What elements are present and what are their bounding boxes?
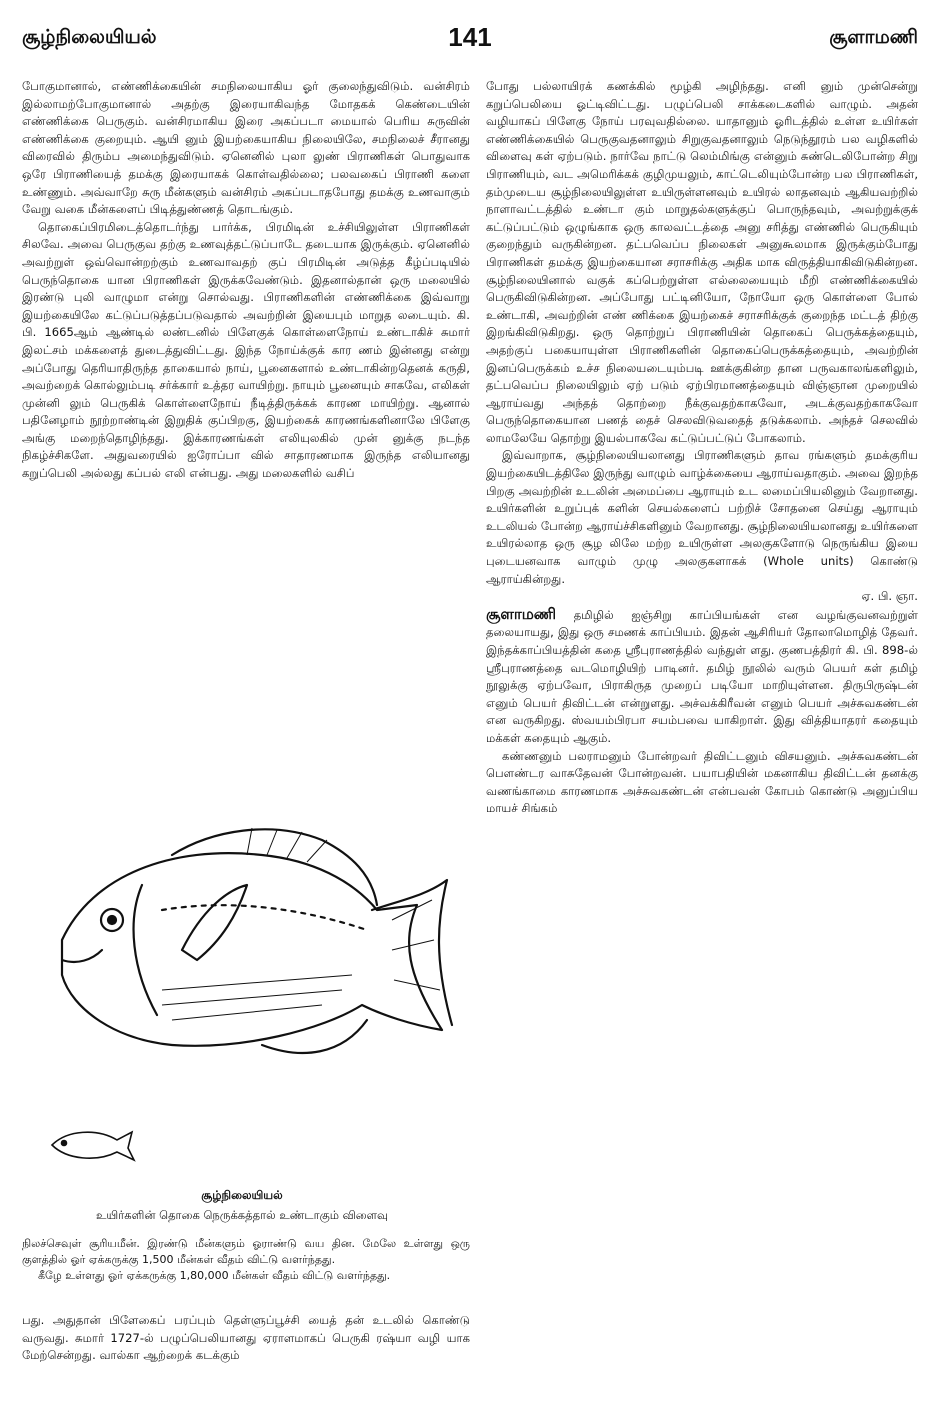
mouth-line xyxy=(62,950,102,962)
paragraph: இவ்வாறாக, சூழ்நிலையியலானது பிராணிகளும் தாவ ரங்களும் தமக்குரிய இயற்கையிடத்திலே இருந்து வாழும் வாழ்க்கையை ஆராய்வதாகும். அவை இறந்த பிறகு அவற்றின் உடலின் அமைப்பை ஆராயும் உட லமைப்பியலினும் வேறானது. உயிர்களின் உறுப்புக் களின் செயல்களைப் பற்றிச் சோதனை செய்து ஆராயும் உடலியல் போன்ற ஆராய்ச்சிகளினும் வேறானது. சூழ்நிலையியலானது உயிர்களை உயிரல்லாத ஒரு சூழ லிலே மற்ற உயிருள்ள அலகுகளோடு நெருங்கிய இயை புடையனவாக வாழும் முழு அலகுகளாகக் (Whole units) கொண்டு ஆராய்கின்றது. xyxy=(486,448,918,586)
dorsal-fin xyxy=(172,829,377,905)
author-initials: ஏ. பி. ஞா. xyxy=(861,589,918,604)
lateral-line xyxy=(162,905,367,930)
paragraph: பது. அதுதான் பிளேகைப் பரப்பும் தெள்ளுப்பூச்சி யைத் தன் உடலில் கொண்டு வருவது. சுமார் 1727-ல் பழுப்பெலியானது ஏராளமாகப் பெருகி ரஷ்யா வழி யாக மேற்சென்றது. வால்கா ஆற்றைக் கடக்கும் xyxy=(22,1313,470,1363)
pectoral-fin xyxy=(182,885,247,960)
page-header xyxy=(22,22,918,56)
paragraph: போகுமானால், எண்ணிக்கையின் சமநிலையாகிய ஓர் குலைந்துவிடும். வன்சிரம் இல்லாமற்போகுமானால் அதற்கு இரையாகிவந்த மோதகக் கெண்டையின் எண்ணிக்கை பெருகும். வன்சிரமாகிய இரை அகப்படா மையால் பெரிய சுருவின் எண்ணிக்கை குறையும். ஆயி னும் இயற்கையாகிய நிலையிலே, சமநிலைச் சீரானது விரைவில் திரும்ப அமைந்துவிடும். ஏனெனில் புலா லுண் பிராணிகள் பொதுவாக ஒரே பிராணியைத் தமக்கு இரையாகக் கொள்வதில்லை; பலவகைப் பிராணி களை உண்ணும். அவ்வாறே சுரு மீன்களும் வன்சிரம் அகப்படாதபோது தமக்கு உணவாகும் வேறு வகை மீன்களைப் பிடித்துண்ணத் தொடங்கும். xyxy=(22,79,470,217)
figure-title: சூழ்நிலையியல் xyxy=(201,1188,283,1202)
paragraph: தொகைப்பிரமிடைத்தொடர்ந்து பார்க்க, பிரமிடின் உச்சியிலுள்ள பிராணிகள் சிலவே. அவை பெருகுவ தற்கு உணவுத்தட்டுப்பாடே தடையாக இருக்கும். ஏனெனில் அவற்றுள் ஒவ்வொன்றற்கும் உணவாவதற் குப் பிரமிடின் அடுத்த கீழ்ப்படியில் பெருந்தொகை யான பிராணிகள் இருக்கவேண்டும். இதனால்தான் ஒரு மலையில் இரண்டு புலி வாழுமா என்று சொல்வது. பிராணிகளின் எண்ணிக்கை இவ்வாறு இயற்கையிலே கட்டுப்படுத்தப்படுவதால் அவற்றின் இயைபும் மாறுத லடையும். கி. பி. 1665ஆம் ஆண்டில் லண்டனில் பிளேகுக் கொள்ளைநோய் உண்டாகிச் சுமார் இலட்சம் மக்களைத் துடைத்துவிட்டது. இந்த நோய்க்குக் கார ணம் இன்னது என்று அப்போது தெரியாதிருந்த தாகையால் நாய், பூனைகளால் உண்டாகின்றதெனக் கருதி, அவற்றைக் கொல்லும்படி சர்க்கார் உத்தர வாயிற்று. நாயும் பூனையும் சாகவே, எலிகள் முன்னி லும் பெருகிக் கொள்ளைநோய் நீடித்திருக்கக் காரண மாயிற்று. ஆனால் பதினேழாம் நூற்றாண்டின் இறுதிக் குப்பிறகு, இயற்கைக் காரணங்களினாலே பிளேகு அங்கு மறைந்தொழிந்தது. இக்காரணங்கள் எலியுலகில் முன் னுக்கு நடந்த நிகழ்ச்சிகளே. அதுவரையில் ஐரோப்பா வில் சாதாரணமாக இருந்த எலியானது கறுப்பெலி அல்லது கப்பல் எலி என்பது. அது மலைகளில் வசிப் xyxy=(22,219,470,481)
tail-fin xyxy=(372,880,452,1025)
right-column xyxy=(486,78,918,818)
left-column xyxy=(22,78,470,483)
left-column-continued xyxy=(22,1312,470,1365)
large-fish-body xyxy=(62,853,442,1046)
paragraph: போது பல்லாயிரக் கணக்கில் மூழ்கி அழிந்தது. எனி னும் முன்சென்று கறுப்பெலியை ஓட்டிவிட்டது. பழுப்பெலி சாக்கடைகளில் வாழும். அதன் வழியாகப் பிளேகு நோய் பரவுவதில்லை. யாதானும் ஓரிடத்தில் உள்ள உயிர்கள் எண்ணிக்கையில் பெருகுவதனாலும் சிறுகுவதனாலும் நெடுந்தூரம் பல வழிகளில் விளைவு கள் ஏற்படும். நார்வே நாட்டு லெம்மிங்கு என்னும் சுண்டெலிபோன்ற சிறு பிராணியும், வட அமெரிக்கக் குழிமுயலும், காட்டெலியும்போன்ற பல பிராணிகள், தம்முடைய சூழ்நிலையிலுள்ள உயிருள்ளனவும் உயிரல் லாதனவும் ஆகியவற்றில் நாளாவட்டத்தில் உண்டா கும் மாறுதல்களுக்குப் பொருந்தவும், அவற்றுக்குக் கட்டுப்பட்டும் ஒழுங்காக ஒரு காலவட்டத்தை அனு சரித்து எண்ணில் பெருகியும் குறைந்தும் வருகின்றன. தட்பவெப்ப நிலைகள் அனுகூலமாக இருக்கும்போது பிராணிகள் தமக்கு இயற்கையான சராசரிக்கு அதிக மாக விருத்தியாகிவிடுகின்றன. சூழ்நிலையினால் வகுக் கப்பெற்றுள்ள எல்லையையும் மீறி எண்ணிக்கையில் பெருகிவிடுகின்றன. அப்போது பட்டினியோ, நோயோ ஒரு கொள்ளை போல் உண்டாகி, அவற்றின் எண் ணிக்கை இயற்கைச் சராசரிக்குக் குறைந்த மட்டத் திற்கு இறங்கிவிடுகிறது. ஒரு தொற்றுப் பிராணியின் தொகைப் பெருக்கத்தையும், அதற்குப் பகையாயுள்ள பிராணிகளின் தொகைப்பெருக்கத்தையும், அவற்றின் இனப்பெருக்கம் உச்ச நிலையடையும்படி ஊக்குகின்ற தான பருவகாலங்களிலும், தட்பவெப்ப நிலையிலும் ஏற் படும் ஏற்பிரமாணத்தையும் விஞ்ஞான முறையில் ஆராய்வது அந்தத் தொற்றை நீக்குவதற்காகவோ, அடக்குவதற்காகவோ பெருந்தொகையான பணத் தைச் செலவிடுவதைத் தடுக்கலாம். அந்தச் செலவில் லாமலேயே தொற்று இயல்பாகவே கட்டுப்பட்டுப் போகலாம். xyxy=(486,79,918,445)
caption-line: நிலச்செவுள் சூரியமீன். இரண்டு மீன்களும் ஓராண்டு வய தின. மேலே உள்ளது ஒரு குளத்தில் ஓர் ஏக்கருக்கு 1,500 மீன்கள் வீதம் விட்டு வளர்ந்தது. xyxy=(22,1237,470,1266)
running-head-left: சூழ்நிலையியல் xyxy=(22,26,157,48)
page-number: 141 xyxy=(448,22,492,52)
entry-heading: சூளாமணி xyxy=(486,604,557,623)
entry-text: தமிழில் ஐஞ்சிறு காப்பியங்கள் என வழங்குவனவற்றுள் தலையாயது, இது ஒரு சமணக் காப்பியம். இதன் ஆசிரியர் தோலாமொழித் தேவர். இந்தக்காப்பியத்தின் கதை ஸ்ரீபுராணத்தில் வந்துள் ளது. குணபத்திரர் கி. பி. 898-ல் ஸ்ரீபுராணத்தை வடமொழியிற் பாடினர். தமிழ் நூலில் வரும் பெயர் கள் தமிழ் நூலுக்கு ஏற்பவோ, பிராகிருத முறைப் படியோ மாறியுள்ளன. திருபிருஷ்டன் எனும் பெயர் திவிட்டன் என்றுளது. அச்வக்கிரீவன் எனும் பெயர் அச்சுவகண்டன் என வருகிறது. ஸ்வயம்பிரபா சயம்பவை யாகிறாள். இது வித்தியாதரர் கதையும் மக்கள் கதையும் ஆகும். xyxy=(486,607,918,745)
paragraph: கண்ணனும் பலராமனும் போன்றவர் திவிட்டனும் விசயனும். அச்சுவகண்டன் பௌண்டர வாசுதேவன் போன்றவன். பயாபதியின் மகனாகிய திவிட்டன் தனக்கு வணங்காமை காரணமாக அச்சுவகண்டன் என்பவன் கோபம் கொண்டு அனுப்பிய மாயச் சிங்கம் xyxy=(486,748,918,816)
running-head-right: சூளாமணி xyxy=(829,26,918,48)
caption-line: கீழே உள்ளது ஓர் ஏக்கருக்கு 1,80,000 மீன்கள் வீதம் விட்டு வளர்ந்தது. xyxy=(38,1269,391,1282)
fish-illustration xyxy=(22,800,462,1180)
entry-paragraph xyxy=(486,606,918,748)
figure-subtitle: உயிர்களின் தொகை நெருக்கத்தால் உண்டாகும் விளைவு xyxy=(96,1208,388,1222)
gill-line xyxy=(134,885,157,1015)
figure-caption xyxy=(22,1236,470,1284)
